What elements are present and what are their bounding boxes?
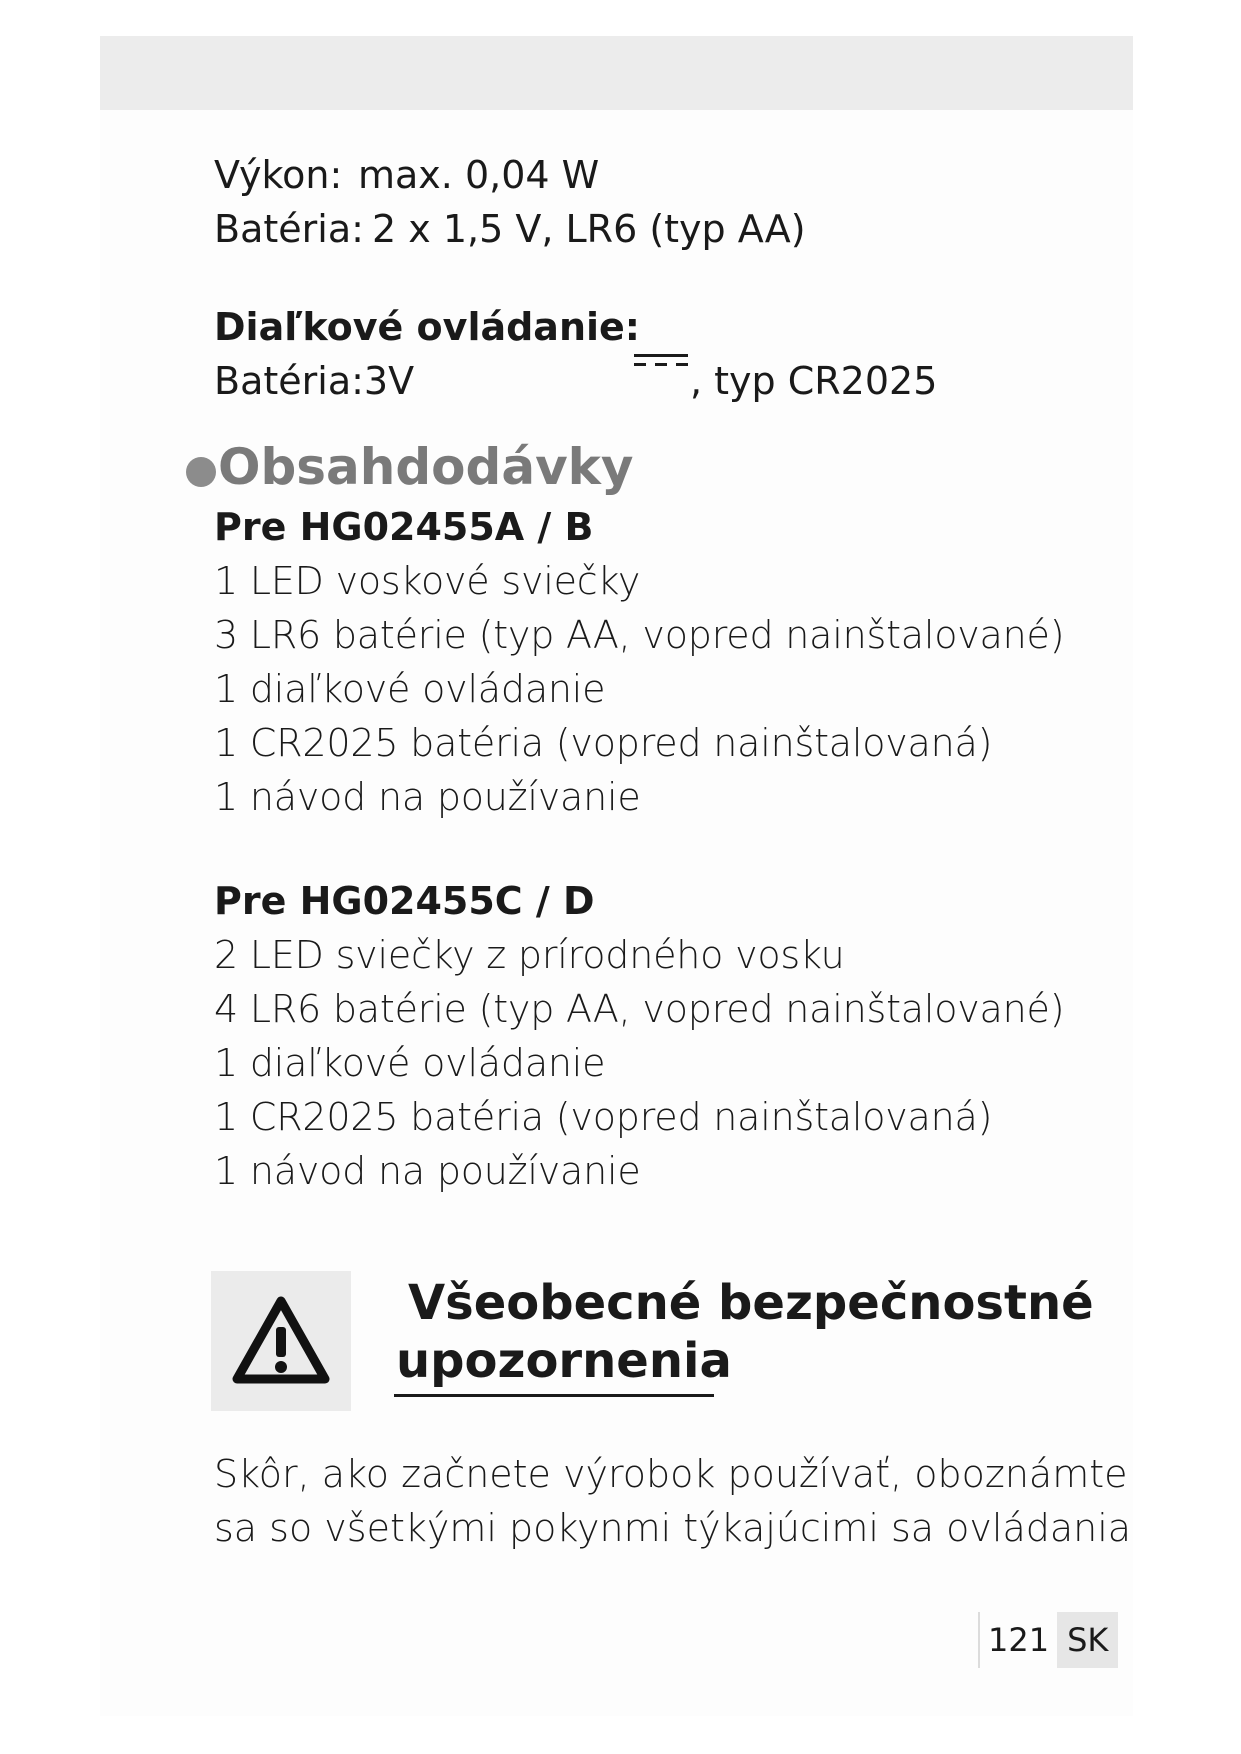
footer-divider — [978, 1612, 980, 1668]
spec-label: Výkon: — [214, 153, 343, 197]
spec-value: max. 0,04 W — [358, 153, 600, 197]
section-title-contents — [186, 434, 1074, 500]
list-item: 2 LED sviečky z prírodného vosku — [214, 933, 845, 977]
language-code: SK — [1057, 1612, 1118, 1668]
spec-value: 2 x 1,5 V, LR6 (typ AA) — [372, 207, 806, 251]
list-item: 1 diaľkové ovládanie — [214, 667, 606, 711]
list-item: 4 LR6 batérie (typ AA, vopred nainštalované) — [214, 987, 1065, 1031]
warning-triangle-icon — [211, 1271, 351, 1411]
safety-intro — [214, 1447, 1131, 1555]
list-item: 1 LED voskové sviečky — [214, 559, 641, 603]
list-item: 1 návod na používanie — [214, 1149, 641, 1193]
safety-title — [396, 1274, 1094, 1390]
remote-heading: Diaľkové ovládanie: — [214, 305, 640, 349]
remote-battery-row — [214, 354, 1074, 408]
page-number: 121 — [988, 1621, 1050, 1659]
title-underline — [394, 1394, 714, 1397]
contents-title: Obsahdodávky — [218, 438, 634, 496]
remote-battery-label: Batéria:3V — [214, 359, 415, 403]
list-item: 3 LR6 batérie (typ AA, vopred nainštalované) — [214, 613, 1065, 657]
intro-line: Skôr, ako začnete výrobok používať, oboznámte — [214, 1452, 1128, 1496]
spec-label: Batéria: — [214, 207, 364, 251]
list-item: 1 CR2025 batéria (vopred nainštalovaná) — [214, 721, 993, 765]
main-content — [214, 148, 1074, 1198]
warning-box — [211, 1271, 351, 1411]
spec-row-battery — [214, 202, 1074, 256]
list-item: 1 CR2025 batéria (vopred nainštalovaná) — [214, 1095, 993, 1139]
dc-current-symbol-icon — [634, 354, 688, 368]
header-band — [100, 36, 1133, 110]
group-heading: Pre HG02455A / B — [214, 505, 594, 549]
group-heading: Pre HG02455C / D — [214, 879, 595, 923]
list-item: 1 návod na používanie — [214, 775, 641, 819]
safety-title-line1: Všeobecné bezpečnostné — [408, 1275, 1094, 1331]
list-item: 1 diaľkové ovládanie — [214, 1041, 606, 1085]
safety-title-line2: upozornenia — [396, 1333, 732, 1389]
page-footer — [978, 1612, 1118, 1668]
bullet-dot-icon — [186, 457, 216, 487]
spec-row-power — [214, 148, 1074, 202]
remote-battery-value: , typ CR2025 — [690, 359, 938, 403]
intro-line: sa so všetkými pokynmi týkajúcimi sa ovládania — [214, 1506, 1132, 1550]
